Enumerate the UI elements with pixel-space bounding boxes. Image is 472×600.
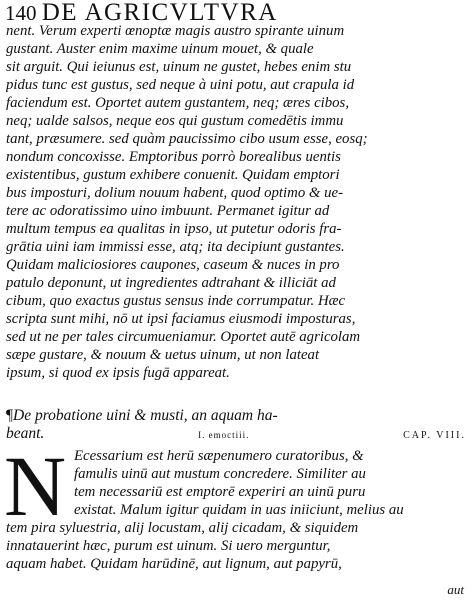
heading-line-1 — [6, 407, 466, 425]
text-line: nent. Verum experti œnoptæ magis austro spirante uinum — [6, 23, 345, 39]
running-title: DE AGRICVLTVRA — [41, 0, 278, 26]
text-line: cibum, quo exactus gustus sensus inde corrumpatur. Hæc — [6, 293, 346, 309]
text-line: sit arguit. Qui ieiunus est, uinum ne gustet, hebes enim stu — [6, 59, 352, 75]
text-line: bus imposturi, dolium nouum habent, quod optimo & ue- — [6, 185, 344, 201]
main-text-block — [6, 22, 466, 382]
text-line: ipsum, si quod ex ipsis fugā appareat. — [6, 365, 230, 381]
chapter-number: CAP. VIII. — [403, 430, 466, 441]
text-line: Ecessarium est herū sæpenumero curatoribus, & — [74, 448, 364, 464]
text-line: tem necessariū est emptorē experiri an uinū puru — [74, 484, 366, 500]
text-line: grātia uini iam immissi esse, atq; ita decipiunt gustantes. — [6, 239, 345, 255]
page-header — [5, 2, 278, 24]
chapter-heading — [6, 407, 466, 445]
text-line: neq; ualde salsos, neque eos qui gustum comedētis immu — [6, 113, 344, 129]
drop-cap-initial: N — [4, 438, 67, 534]
pilcrow-icon: ¶ — [6, 407, 14, 424]
text-line: innatauerint hæc, purum est uinum. Si uero merguntur, — [6, 538, 331, 554]
text-line: faciendum est. Oportet autem gustantem, neq; æres cibos, — [6, 95, 350, 111]
text-line: tere ac odoratissimo uino imbuunt. Permanet igitur ad — [6, 203, 330, 219]
heading-text-2: beant. — [6, 425, 45, 442]
text-line: gustant. Auster enim maxime uinum mouet, & quale — [6, 41, 314, 57]
text-line: existat. Malum igitur quidam in uas iniiciunt, melius au — [74, 502, 404, 518]
heading-text-1: De probatione uini & musti, an aquam ha- — [13, 407, 278, 424]
text-line: tant, præsumere. sed quàm paucissimo cibo usum esse, eosq; — [6, 131, 368, 147]
text-line: scripta sunt mihi, nō ut ipsi faciamus eiusmodi imposturas, — [6, 311, 356, 327]
text-line: aquam habet. Quidam harūdinē, aut lignum, aut papyrū, — [6, 556, 342, 572]
catchword: aut — [447, 582, 464, 597]
text-line: multum tempus ea qualitas in ipso, ut putetur odoris fra- — [6, 221, 342, 237]
text-line: sæpe gustare, & nouum & uetus uinum, ut non lateat — [6, 347, 320, 363]
text-line: tem pira syluestria, alij locustam, alij cicadam, & siquidem — [6, 520, 359, 536]
text-line: existentibus, gustum exhibere conuenit. Quidam emptori — [6, 167, 340, 183]
page-number: 140 — [5, 1, 37, 25]
heading-meta: I. emoctiii. — [198, 430, 250, 440]
text-line: sed ut ne per tales circumueniamur. Oportet autē agricolam — [6, 329, 361, 345]
heading-line-2 — [6, 425, 466, 445]
text-line: pidus tunc est gustus, sed neque à uini potu, aut crapula id — [6, 77, 355, 93]
text-line: famulis uinū aut mustum concredere. Similiter au — [74, 466, 366, 482]
text-line: Quidam maliciosiores caupones, caseum & nuces in pro — [6, 257, 340, 273]
chapter-body — [4, 438, 466, 573]
text-line: nondum concoxisse. Emptoribus porrò borealibus uentis — [6, 149, 341, 165]
text-line: patulo deponunt, ut ingredientes adtrahant & illiciāt ad — [6, 275, 336, 291]
